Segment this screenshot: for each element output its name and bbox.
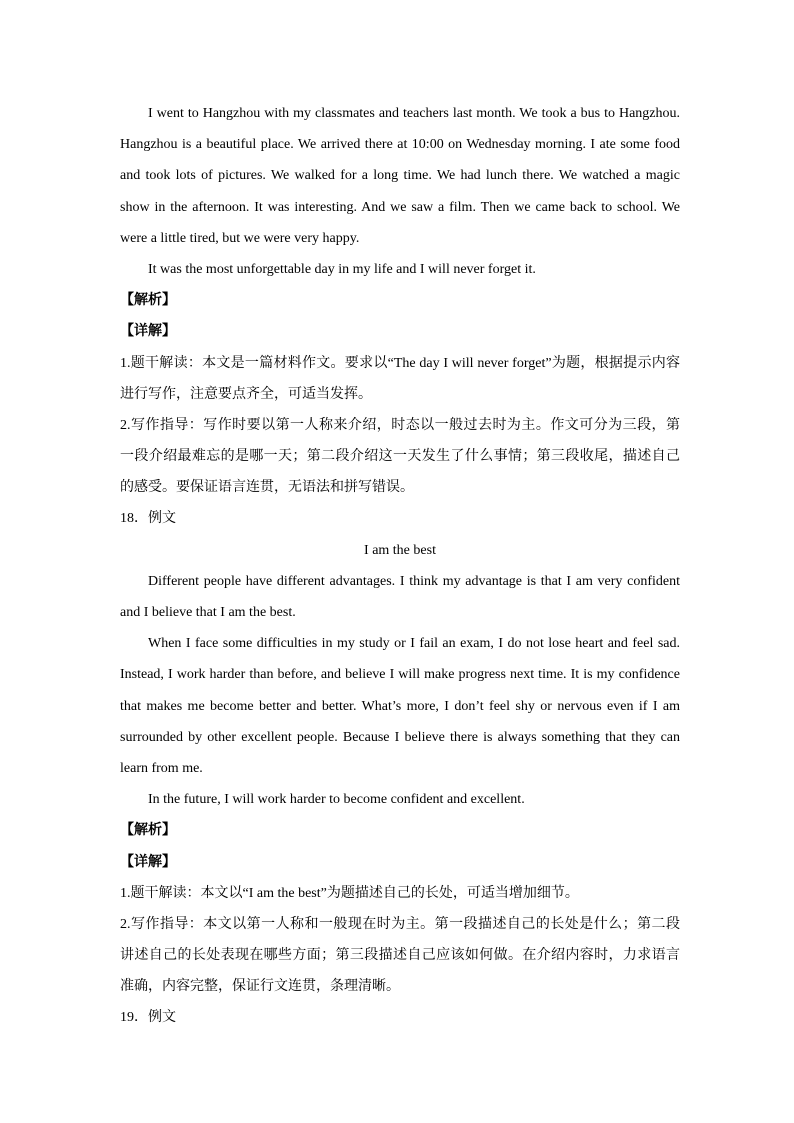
detail-heading: 【详解】: [120, 854, 176, 870]
analysis-line: 2.写作指导：本文以第一人称和一般现在时为主。第一段描述自己的长处是什么；第二段: [120, 916, 680, 932]
analysis-17: [120, 285, 680, 503]
analysis-line: 讲述自己的长处表现在哪些方面；第三段描述自己应该如何做。在介绍内容时，力求语言: [120, 948, 680, 964]
analysis-line: 1.题干解读：本文是一篇材料作文。要求以“The day I will never forget”为题，根据提示内容: [120, 355, 680, 371]
essay-17-line: and took lots of pictures. We walked for a long time. We had lunch there. We watched a magic: [120, 168, 680, 184]
essay-17: [120, 98, 680, 285]
analysis-heading: 【解析】: [120, 293, 176, 309]
analysis-line: 进行写作，注意要点齐全，可适当发挥。: [120, 386, 372, 402]
analysis-line: 的感受。要保证语言连贯，无语法和拼写错误。: [120, 480, 414, 496]
essay-17-line: I went to Hangzhou with my classmates and teachers last month. We took a bus to Hangzhou.: [148, 106, 680, 121]
question-18: [120, 503, 680, 815]
detail-heading: 【详解】: [120, 324, 176, 340]
essay-18-line: Instead, I work harder than before, and believe I will make progress next time. It is my confidence: [120, 667, 680, 683]
analysis-line: 2.写作指导：写作时要以第一人称来介绍，时态以一般过去时为主。作文可分为三段，第: [120, 417, 680, 433]
essay-17-line: were a little tired, but we were very happy.: [120, 230, 360, 246]
question-19: [120, 1002, 680, 1033]
essay-18-line: Different people have different advantages. I think my advantage is that I am very confident: [148, 573, 680, 589]
essay-18-line: that makes me become better and better. What’s more, I don’t feel shy or nervous even if I am: [120, 698, 680, 714]
question-label: 19．例文: [120, 1010, 176, 1026]
essay-17-line: show in the afternoon. It was interesting. And we saw a film. Then we came back to school. We: [120, 199, 680, 215]
essay-18-line: In the future, I will work harder to become confident and excellent.: [148, 792, 525, 808]
analysis-heading: 【解析】: [120, 823, 176, 839]
essay-17-line: Hangzhou is a beautiful place. We arrived there at 10:00 on Wednesday morning. I ate some food: [120, 137, 680, 153]
analysis-line: 准确，内容完整，保证行文连贯，条理清晰。: [120, 979, 400, 995]
question-label: 18．例文: [120, 511, 176, 527]
essay-17-line: It was the most unforgettable day in my life and I will never forget it.: [148, 261, 536, 277]
essay-18-line: learn from me.: [120, 760, 203, 776]
analysis-18: [120, 815, 680, 1002]
essay-18-line: surrounded by other excellent people. Because I believe there is always something that they can: [120, 729, 680, 745]
essay-18-line: When I face some difficulties in my study or I fail an exam, I do not lose heart and feel sad.: [148, 636, 680, 652]
analysis-line: 1.题干解读：本文以“I am the best”为题描述自己的长处，可适当增加细节。: [120, 885, 579, 901]
analysis-line: 一段介绍最难忘的是哪一天；第二段介绍这一天发生了什么事情；第三段收尾，描述自己: [120, 449, 680, 465]
essay-title: I am the best: [364, 542, 436, 558]
document-page: [120, 98, 680, 1034]
essay-18-line: and I believe that I am the best.: [120, 605, 296, 620]
